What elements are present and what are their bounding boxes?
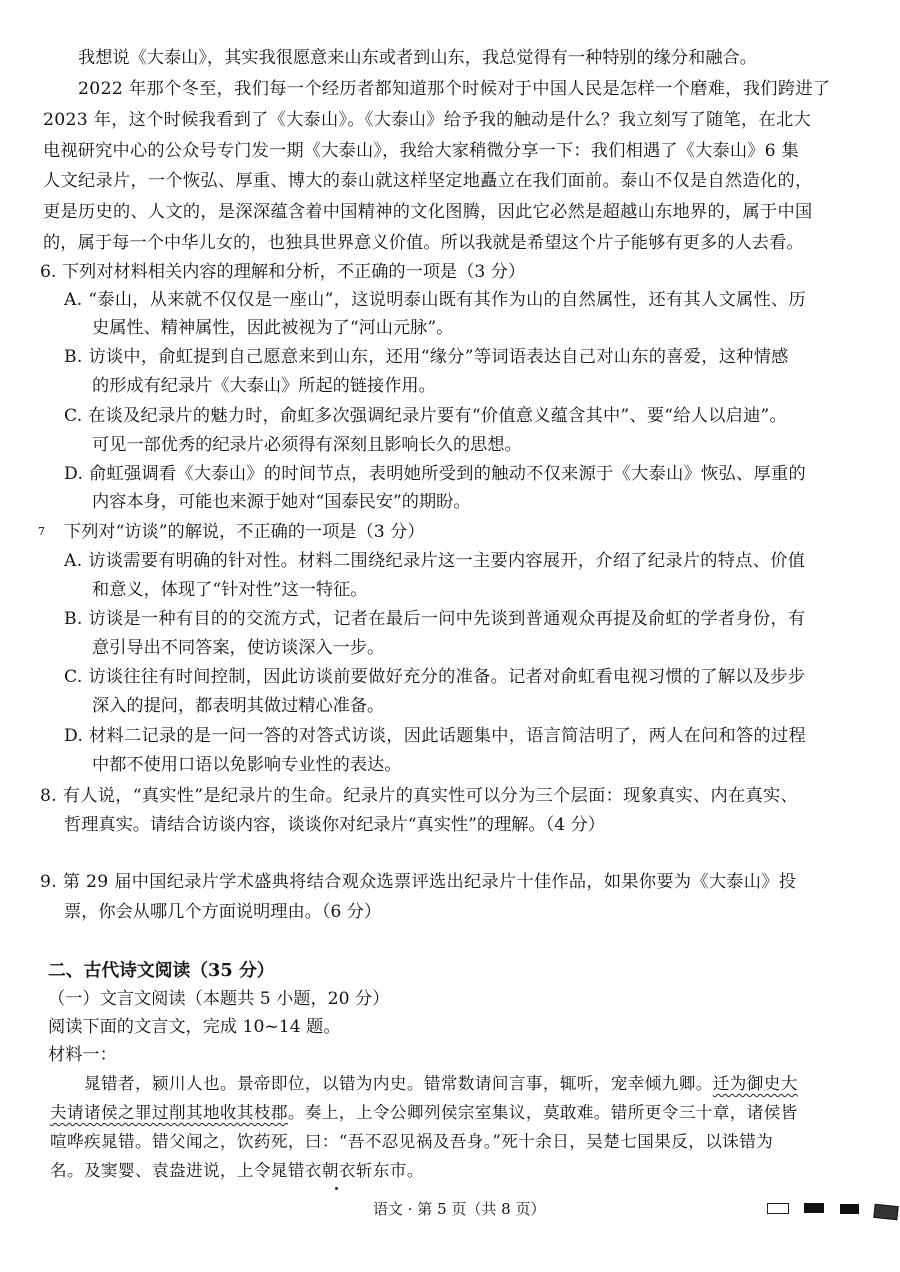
classical-line-1-text: 晁错者，颍川人也。景帝即位，以错为内史。错常数请间言事，辄听，宠幸倾九卿。: [84, 1074, 713, 1093]
q7-option-b-line-1: B. 访谈是一种有目的的交流方式，记者在最后一问中先谈到普通观众再提及俞虹的学者身份，有: [64, 609, 806, 629]
q7-option-a-line-1: A. 访谈需要有明确的针对性。材料二围绕纪录片这一主要内容展开，介绍了纪录片的特点、价值: [64, 551, 806, 571]
section-2-title: 二、古代诗文阅读（35 分）: [48, 960, 275, 981]
intro-line-7: 的，属于每一个中华儿女的，也独具世界意义价值。所以我就是希望这个片子能够有更多的人去看。: [43, 233, 804, 253]
q6-option-b-line-1: B. 访谈中，俞虹提到自己愿意来到山东，还用“缘分”等词语表达自己对山东的喜爱，这种情感: [64, 347, 789, 367]
classical-line-2-text: 。奏上，上令公卿列侯宗室集议，莫敢难。错所更令三十章，诸侯皆: [287, 1103, 798, 1122]
filled-square-mark-icon: [873, 1204, 898, 1220]
classical-line-3: 喧哗疾晁错。错父闻之，饮药死，曰：“吾不忍见祸及吾身。”死十余日，吴楚七国果反，以诛错为: [50, 1132, 774, 1151]
q6-option-a-line-2: 史属性、精神属性，因此被视为了“河山元脉”。: [92, 318, 454, 338]
emphasis-dot: [335, 1187, 338, 1190]
q9-line-1: 9. 第 29 届中国纪录片学术盛典将结合观众选票评选出纪录片十佳作品，如果你要为《大泰山》投: [40, 872, 797, 892]
q7-number: 7: [38, 525, 45, 538]
intro-line-4: 电视研究中心的公众号专门发一期《大泰山》，我给大家稍微分享一下：我们相遇了《大泰山》6 集: [43, 141, 799, 161]
page-footer: 语文 · 第 5 页（共 8 页）: [373, 1200, 546, 1218]
classical-line-1: [84, 1076, 798, 1093]
q8-line-1: 8. 有人说，“真实性”是纪录片的生命。纪录片的真实性可以分为三个层面：现象真实、内在真实、: [40, 786, 798, 806]
q7-option-c-line-2: 深入的提问，都表明其做过精心准备。: [92, 696, 385, 716]
q6-option-c-line-2: 可见一部优秀的纪录片必须得有深刻且影响长久的思想。: [92, 435, 522, 455]
q6-option-d-line-2: 内容本身，可能也来源于她对“国泰民安”的期盼。: [92, 492, 471, 512]
q6-option-c-line-1: C. 在谈及纪录片的魅力时，俞虹多次强调纪录片要有“价值意义蕴含其中”、要“给人以启迪”。: [64, 406, 787, 426]
classical-line-4: 名。及窦婴、袁盎进说，上令晁错衣朝衣斩东市。: [50, 1161, 424, 1180]
q7-option-c-line-1: C. 访谈往往有时间控制，因此访谈前要做好充分的准备。记者对俞虹看电视习惯的了解以及步步: [64, 667, 806, 687]
q7-option-b-line-2: 意引导出不同答案，使访谈深入一步。: [92, 638, 385, 658]
q9-line-2: 票，你会从哪几个方面说明理由。（6 分）: [64, 902, 382, 922]
material-one-label: 材料一：: [48, 1045, 117, 1065]
filled-square-mark-icon: [804, 1203, 824, 1213]
q6-option-b-line-2: 的形成有纪录片《大泰山》所起的链接作用。: [92, 376, 436, 396]
section-2-subtitle: （一）文言文阅读（本题共 5 小题，20 分）: [48, 989, 390, 1009]
underlined-sentence-part-2: 夫请诸侯之罪过削其地收其枝郡: [50, 1103, 288, 1122]
intro-line-1: 我想说《大泰山》，其实我很愿意来山东或者到山东，我总觉得有一种特别的缘分和融合。: [78, 48, 757, 68]
intro-line-5: 人文纪录片，一个恢弘、厚重、博大的泰山就这样坚定地矗立在我们面前。泰山不仅是自然造化的，: [43, 171, 813, 191]
q7-option-d-line-1: D. 材料二记录的是一问一答的对答式访谈，因此话题集中，语言简洁明了，两人在问和答的过程: [64, 726, 806, 746]
filled-square-mark-icon: [840, 1204, 859, 1214]
classical-line-2: [50, 1105, 798, 1122]
q6-stem: 6. 下列对材料相关内容的理解和分析，不正确的一项是（3 分）: [40, 262, 526, 282]
q6-option-d-line-1: D. 俞虹强调看《大泰山》的时间节点，表明她所受到的触动不仅来源于《大泰山》恢弘、厚重的: [64, 464, 806, 484]
intro-line-3: 2023 年，这个时候我看到了《大泰山》。《大泰山》给予我的触动是什么？我立刻写了随笔，在北大: [43, 110, 811, 130]
q7-option-a-line-2: 和意义，体现了“针对性”这一特征。: [92, 580, 368, 600]
q6-option-a-line-1: A. “泰山，从来就不仅仅是一座山”，这说明泰山既有其作为山的自然属性，还有其人文属性、历: [64, 290, 806, 310]
underlined-sentence-part-1: 迁为御史大: [712, 1074, 798, 1093]
q8-line-2: 哲理真实。请结合访谈内容，谈谈你对纪录片“真实性”的理解。（4 分）: [64, 815, 605, 835]
intro-line-6: 更是历史的、人文的，是深深蕴含着中国精神的文化图腾，因此它必然是超越山东地界的，属于中国: [43, 202, 813, 222]
intro-line-2: 2022 年那个冬至，我们每一个经历者都知道那个时候对于中国人民是怎样一个磨难，我们跨进了: [78, 79, 831, 99]
q7-option-d-line-2: 中都不使用口语以免影响专业性的表达。: [92, 755, 402, 775]
q7-stem: 下列对“访谈”的解说，不正确的一项是（3 分）: [64, 522, 425, 542]
reading-instruction: 阅读下面的文言文，完成 10~14 题。: [48, 1017, 341, 1037]
empty-square-mark-icon: [767, 1203, 789, 1214]
